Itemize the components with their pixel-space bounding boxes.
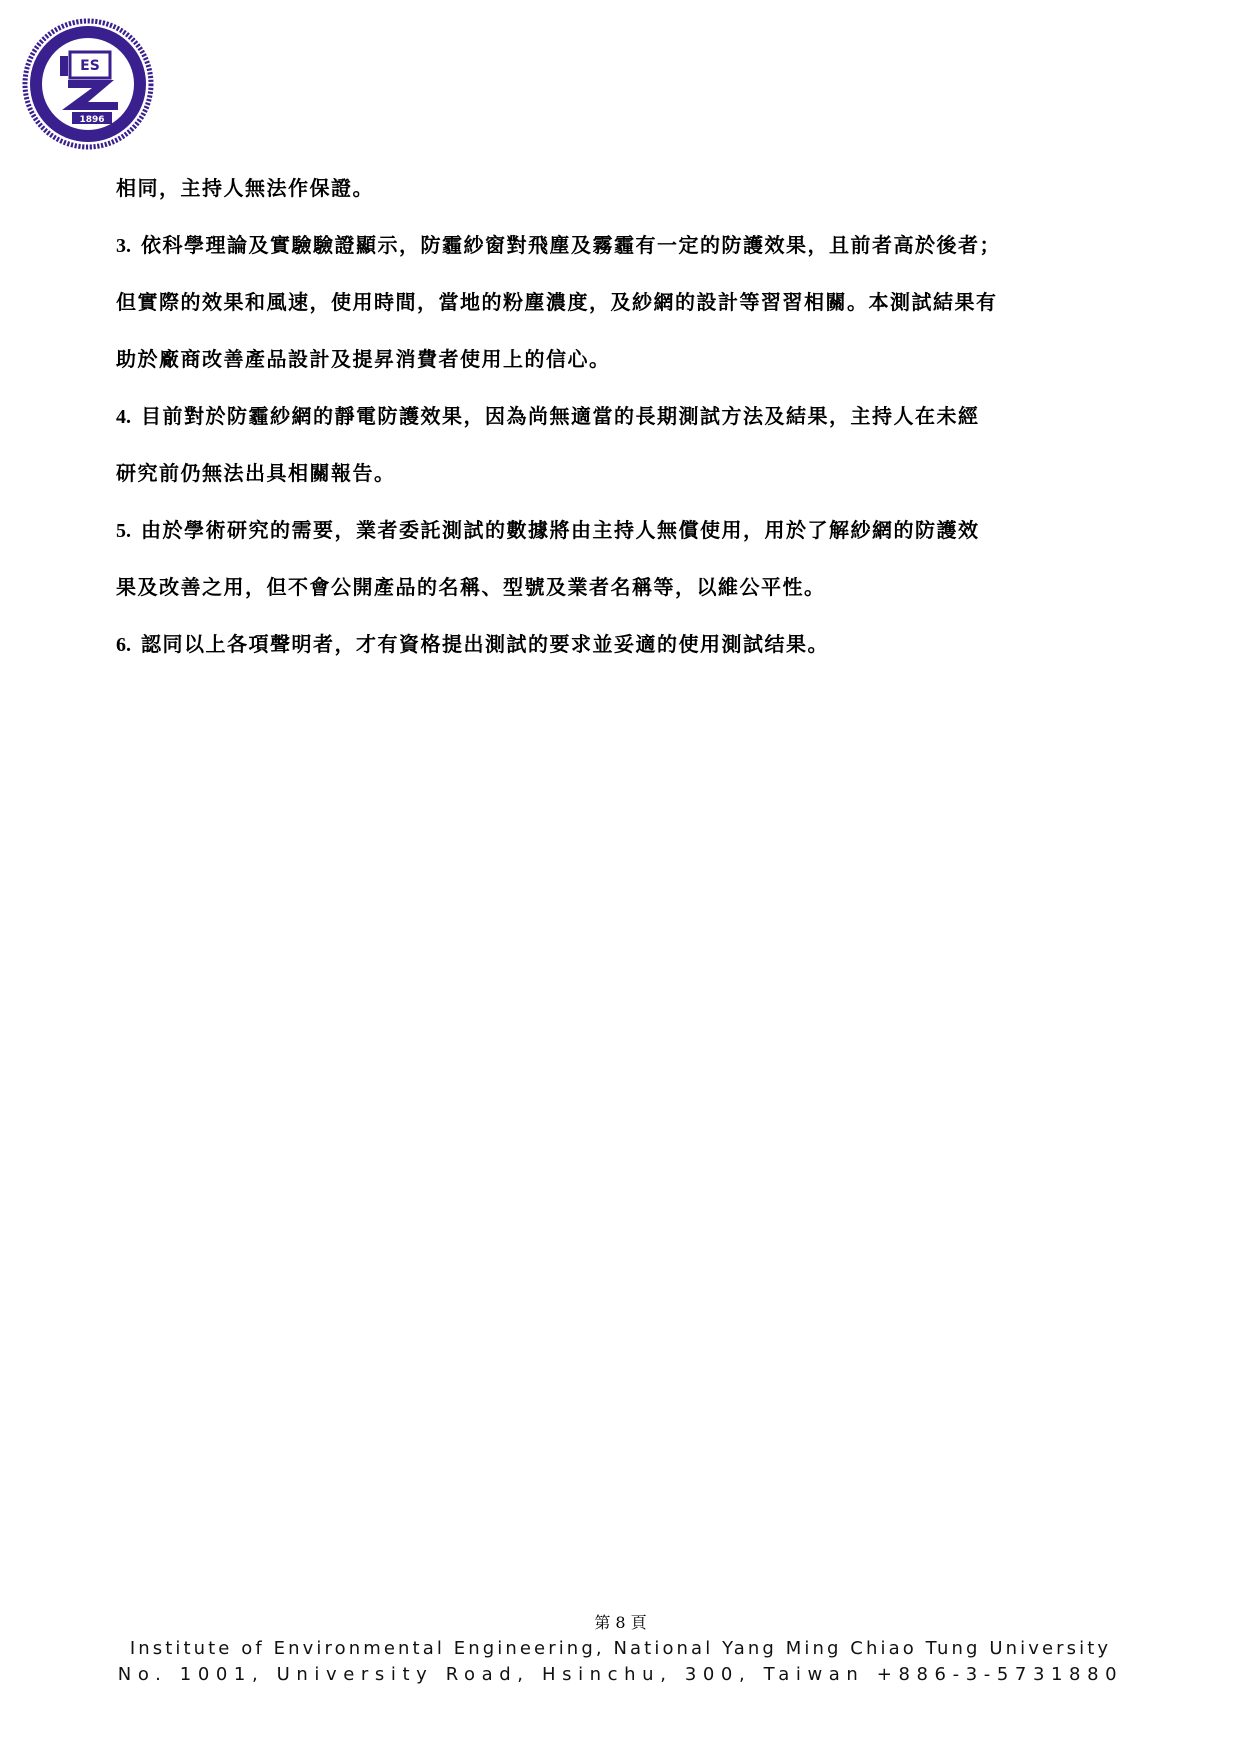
item-4-line-1 (116, 388, 1136, 445)
text-line: 助於廠商改善產品設計及提昇消費者使用上的信心。 (116, 347, 611, 371)
text-line: 認同以上各項聲明者，才有資格提出測試的要求並妥適的使用測試结果。 (141, 632, 829, 656)
item-4-line-2 (116, 445, 1136, 502)
page-number: 第 8 頁 (594, 1613, 647, 1632)
seal-text: ES (80, 58, 100, 74)
footer-institute: Institute of Environmental Engineering, National Yang Ming Chiao Tung University (129, 1638, 1112, 1659)
item-number: 4. (116, 406, 131, 428)
item-number: 6. (116, 634, 131, 656)
seal-year: 1896 (79, 115, 105, 125)
paragraph-continuation-line (116, 160, 1136, 217)
text-line: 依科學理論及實驗驗證顯示，防霾紗窗對飛塵及霧霾有一定的防護效果，且前者高於後者； (141, 233, 1001, 257)
text-line: 由於學術研究的需要，業者委託測試的數據將由主持人無償使用，用於了解紗網的防護效 (141, 518, 980, 542)
item-3-line-3 (116, 331, 1136, 388)
item-3-line-1 (116, 217, 1136, 274)
text-line: 目前對於防霾紗網的靜電防護效果，因為尚無適當的長期測試方法及結果，主持人在未經 (141, 404, 980, 428)
seal-icon (22, 18, 154, 150)
item-5-line-2 (116, 559, 1136, 616)
item-number: 5. (116, 520, 131, 542)
text-line: 但實際的效果和風速，使用時間，當地的粉塵濃度，及紗網的設計等習習相關。本測試結果有 (116, 290, 998, 314)
document-body (116, 160, 1136, 673)
item-3-line-2 (116, 274, 1136, 331)
item-6-line-1 (116, 616, 1136, 673)
footer-address: No. 1001, University Road, Hsinchu, 300, Taiwan +886-3-5731880 (117, 1664, 1124, 1685)
item-5-line-1 (116, 502, 1136, 559)
text-line: 研究前仍無法出具相關報告。 (116, 461, 396, 485)
text-line: 相同，主持人無法作保證。 (116, 176, 374, 200)
university-seal-logo (22, 18, 154, 150)
item-number: 3. (116, 235, 131, 257)
text-line: 果及改善之用，但不會公開產品的名稱、型號及業者名稱等，以維公平性。 (116, 575, 826, 599)
page-footer (0, 1612, 1241, 1688)
